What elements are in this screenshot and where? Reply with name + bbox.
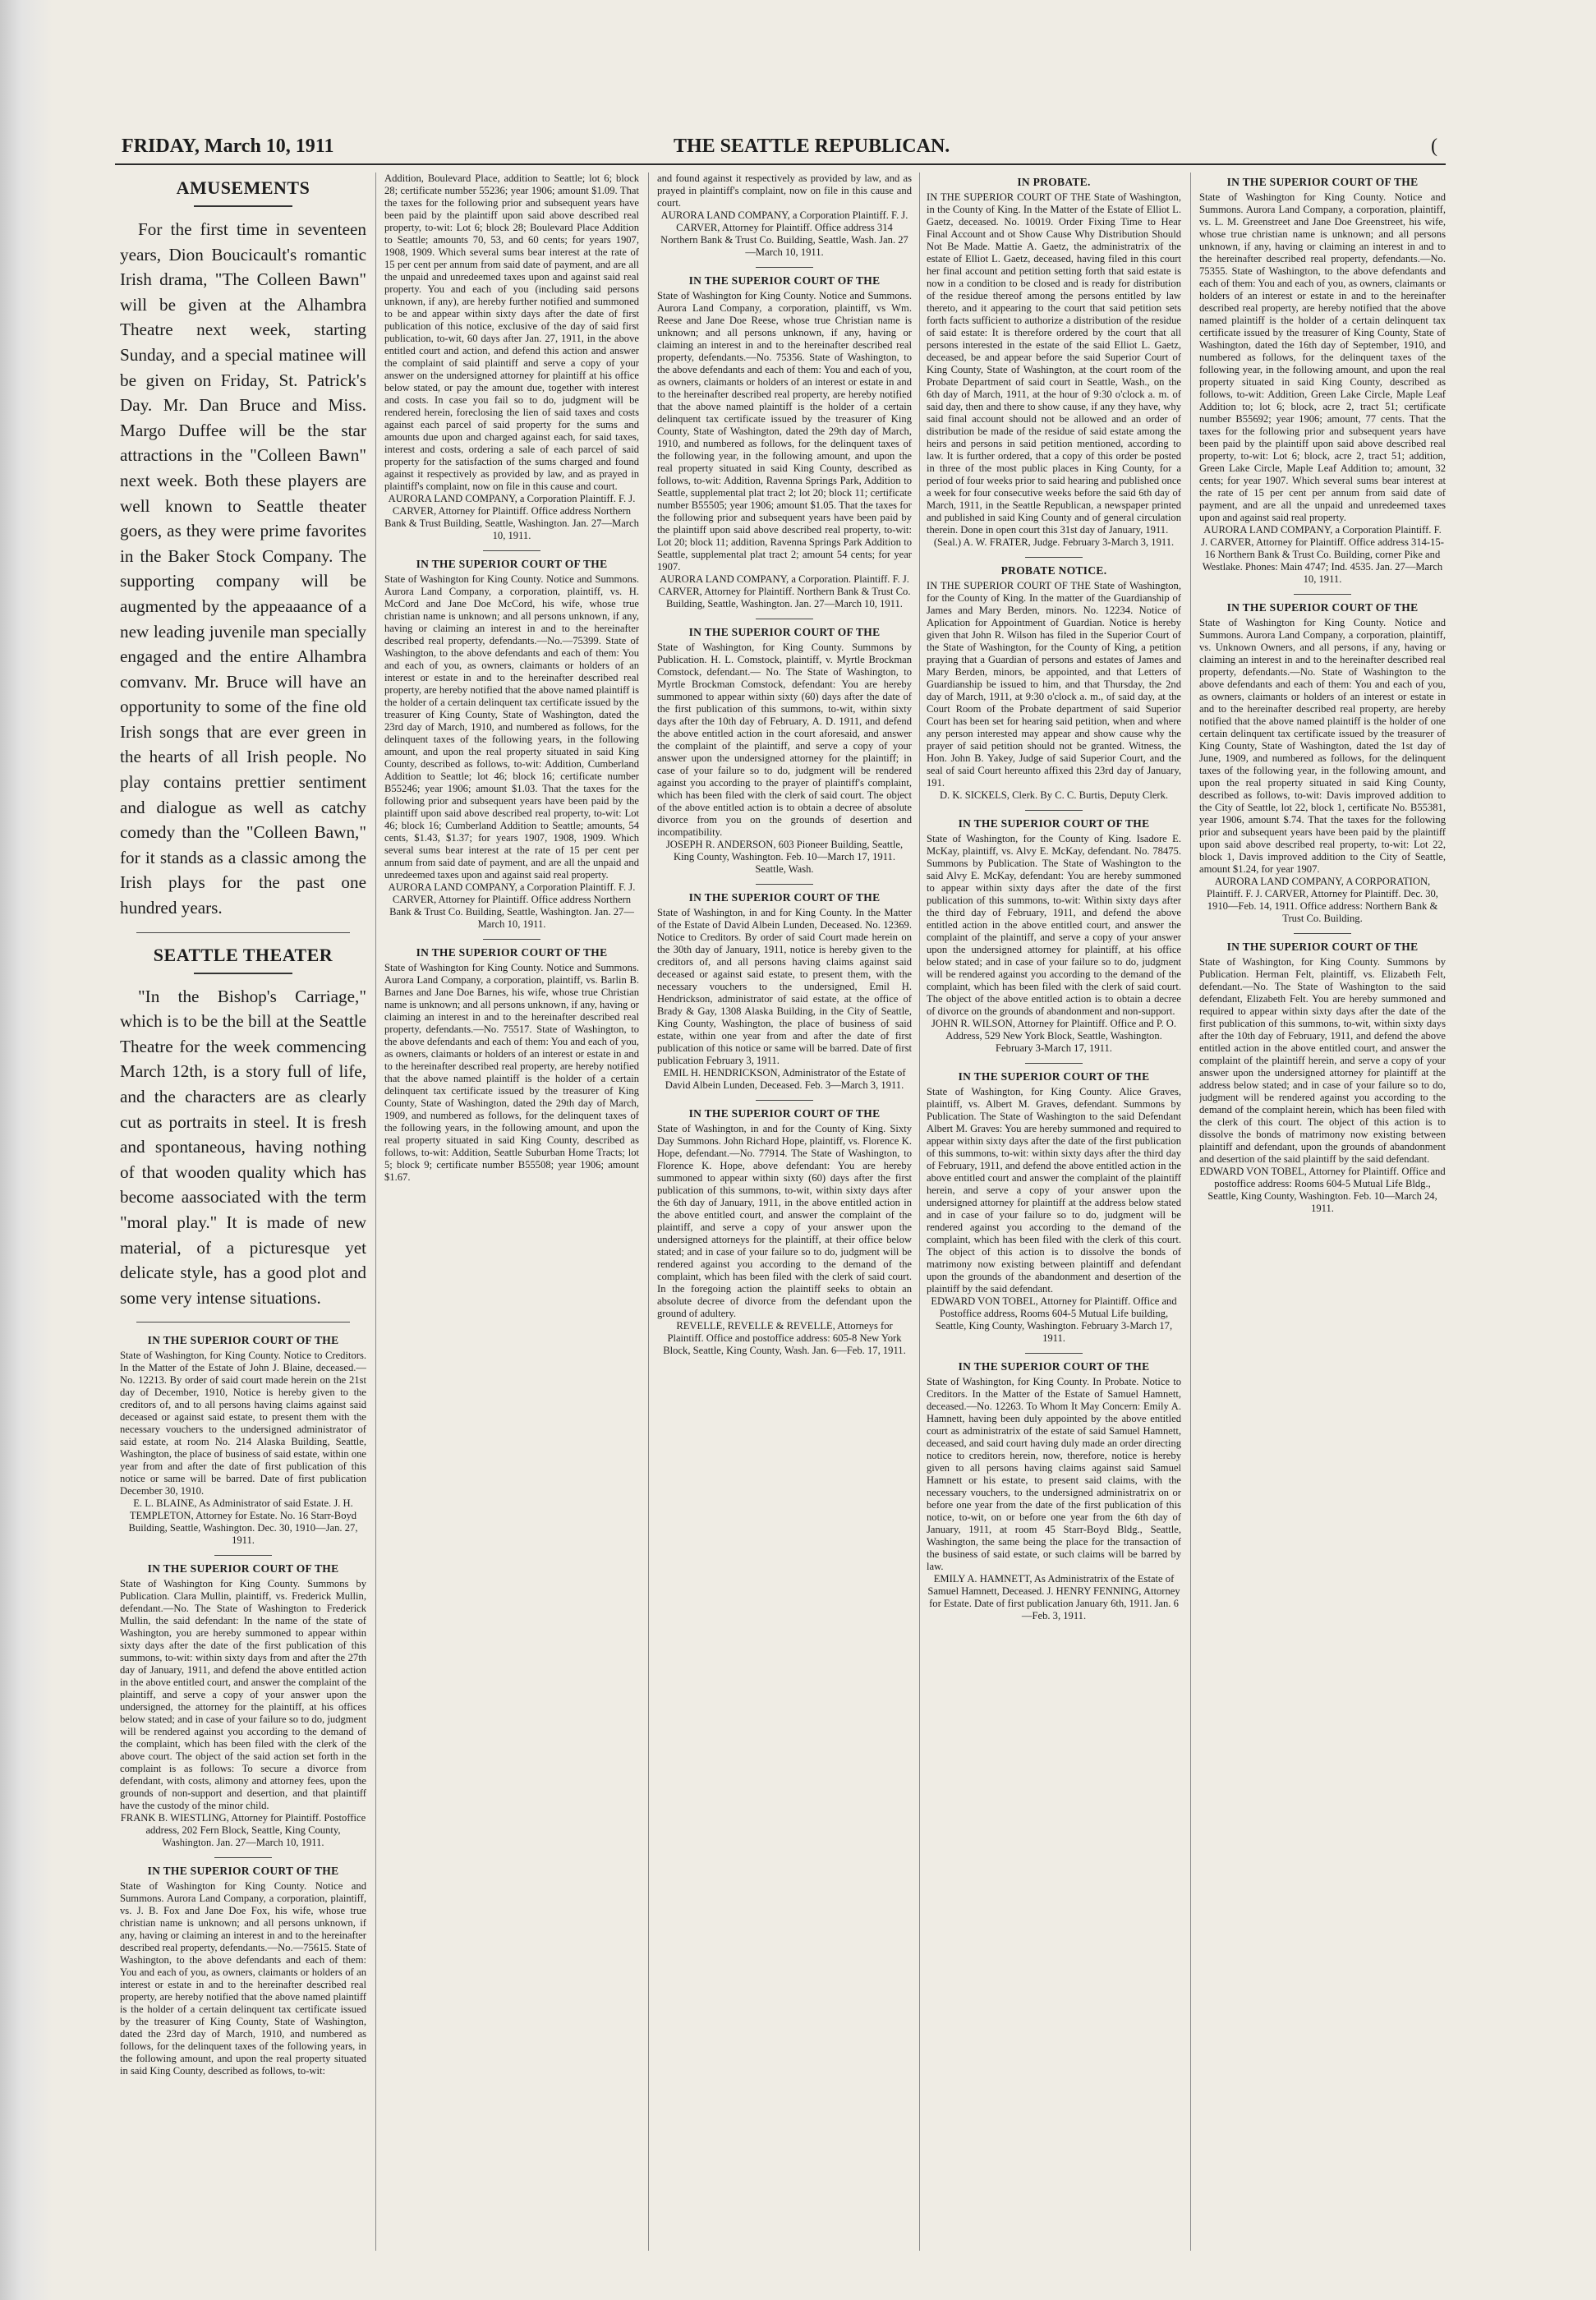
notice-body: [120, 1578, 366, 1849]
notice-body: [120, 1350, 366, 1547]
notice-signature: JOHN R. WILSON, Attorney for Plaintiff. Office and P. O. Address, 529 New York Block, Seattle, Washington. February 3-March 17, 1911.: [931, 1018, 1177, 1054]
notice-signature: AURORA LAND COMPANY, A CORPORATION, Plaintiff. F. J. CARVER, Attorney for Plaintiff. Dec. 30, 1910—Feb. 14, 1911. Office address: Northern Bank & Trust Co. Building.: [1207, 876, 1438, 924]
notice-separator: [1294, 933, 1351, 934]
notice-text: State of Washington for King County. Notice and Summons. Aurora Land Company, a corporation, plaintiff, vs Wm. Reese and Jane Doe Reese, whose true Christian name is unknown; and all persons unknown, if any, having or claiming an interest in and to the hereinafter described real property, defendants.—No. 75356. State of Washington, to the above defendants and each of them: You and each of you, as owners, claimants or holders of an interest or estate in and to the hereinafter described real property, are hereby notified that the above named plaintiff is the holder of a certain delinquent tax certificate issued by the treasurer of King County, State of Washington, dated the 29th day of March, 1910, and numbered as follows, for the delinquent taxes of the following year, in the following amount, and upon the real property situated in said King County, described as follows, to-wit: Addition, Ravenna Springs Park, Addition to Seattle, supplemental plat tract 2; lot 20; block 11; certificate number B55505; year 1906; amount $1.05. That the taxes for the following prior and subsequent years have been paid by the plaintiff upon said above described real property, to-wit: Lot 20; block 11; addition, Ravenna Springs Park Addition to Seattle, supplemental plat tract 2; amount 54 cents; for year 1907.: [657, 290, 912, 573]
heading-rule: [194, 973, 292, 974]
notice-separator: [214, 1555, 272, 1556]
notice-title: IN THE SUPERIOR COURT OF THE: [958, 1360, 1150, 1373]
notice-body: [657, 907, 912, 1092]
notice-text: State of Washington, for King County. Notice to Creditors. In the Matter of the Estate of John J. Blaine, deceased.—No. 12213. By order of said court made herein on the 21st day of December, 1910, Notice is hereby given to the creditors of, and to all persons having claims against said deceased or against said estate, to present them with the necessary vouchers to the undersigned administrator of said estate, at room No. 214 Alaska Building, Seattle, Washington, the place of business of said estate, within one year from and after the date of first publication of this notice or same will be barred. Date of first publication December 30, 1910.: [120, 1350, 366, 1497]
notice-separator: [756, 884, 813, 885]
notice-body: [927, 1086, 1181, 1345]
notice-signature: D. K. SICKELS, Clerk. By C. C. Burtis, Deputy Clerk.: [939, 789, 1169, 801]
notice-signature: (Seal.) A. W. FRATER, Judge. February 3-March 3, 1911.: [933, 536, 1175, 548]
column-rule: [648, 172, 649, 2251]
notice-body: [927, 191, 1181, 549]
notice-body: [657, 172, 912, 259]
column-1: [120, 172, 366, 2259]
notice-body: [657, 290, 912, 610]
column-5: [1199, 172, 1446, 2259]
page-number: (: [1431, 136, 1437, 157]
notice-title: IN THE SUPERIOR COURT OF THE: [147, 1865, 339, 1878]
notice-separator: [756, 1100, 813, 1101]
notice-signature: E. L. BLAINE, As Administrator of said Estate. J. H. TEMPLETON, Attorney for Estate. No. 16 Starr-Boyd Building, Seattle, Washington. Dec. 30, 1910—Jan. 27, 1911.: [128, 1497, 358, 1547]
seattle-theater-article: "In the Bishop's Carriage," which is to be the bill at the Seattle Theatre for the week commencing March 12th, is a story full of life, and the characters are as clearly cut as portraits in steel. It is fresh and spontaneous, having nothing of that wooden quality which has become aassociated with the term "moral play." It is made of new material, of a picturesque yet delicate style, has a good plot and some very intense situations.: [120, 986, 366, 1308]
notice-signature: FRANK B. WIESTLING, Attorney for Plaintiff. Postoffice address, 202 Fern Block, Seattle, King County, Washington. Jan. 27—March 10, 1911.: [120, 1812, 366, 1849]
notice-text: IN THE SUPERIOR COURT OF THE State of Washington, in the County of King. In the Matter of the Estate of Elliot L. Gaetz, deceased. No. 10019. Order Fixing Time to Hear Final Account and ot Show Cause Why Distribution Should Not Be Made. Mattie A. Gaetz, the administratrix of the estate of Elliot L. Gaetz, deceased, having filed in this court her final account and petition setting forth that said estate is now in a condition to be closed and is ready for distribution of the residue thereof among the persons entitled by law thereto, and it appearing to the court that said petition sets forth facts sufficient to authorize a distribution of the residue of said estate: It is therefore ordered by the court that all persons interested in the estate of the said Elliot L. Gaetz, deceased, be and appear before the said Superior Court of King County, State of Washington, at the court room of the Probate Department of said court in Seattle, Wash., on the 6th day of March, 1911, at the hour of 9:30 o'clock a. m. of said day, then and there to show cause, if any they have, why said final account should not be allowed and an order of distribution be made of the residue of said estate among the heirs and persons in said petition mentioned, according to law. It is further ordered, that a copy of this order be posted in three of the most public places in King County, for a period of four weeks prior to said hearing and published once a week for four consecutive weeks before the said 6th day of March, 1911, in the Seattle Republican, a newspaper printed and published in said King County and of general circulation therein. Done in open court this 31st day of January, 1911.: [927, 191, 1181, 536]
legal-notices: [120, 1334, 366, 2077]
masthead: [115, 136, 1446, 165]
notice-title: IN THE SUPERIOR COURT OF THE: [147, 1562, 339, 1576]
notice-body: [927, 833, 1181, 1055]
notice-title: IN THE SUPERIOR COURT OF THE: [416, 558, 608, 570]
notice-body: [384, 573, 639, 931]
notice-text: State of Washington for King County. Notice and Summons. Aurora Land Company, a corporation, plaintiff, vs. H. McCord and Jane Doe McCord, his wife, whose true christian name is unknown; and all persons unknown, if any, having or claiming an interest in and to the hereinafter described real property, defendants.—No.—75399. State of Washington, to the above defendants and each of them: You and each of you, as owners, claimants or holders of an interest or estate in and to the hereinafter described real property, are hereby notified that the above named plaintiff is the holder of a certain delinquent tax certificate issued by the treasurer of King County, State of Washington, dated the 23rd day of March, 1910, and numbered as follows, for the delinquent taxes of the following years, in the following amount, and upon the real property situated in said King County, described as follows, to-wit: Addition, Cumberland Addition to Seattle; lot 46; block 16; certificate number B55246; year 1906; amount $1.03. That the taxes for the following prior and subsequent years have been paid by the plaintiff upon said above described real property, to-wit: Lot 46; block 16; Cumberland Addition to Seattle; amounts, 54 cents, $1.43, $1.37; for years 1907, 1908, 1909. Which several sums bear interest at the rate of 15 per cent per annum from said date of payment, and are all the unpaid and unredeemed taxes upon and against said real property.: [384, 573, 639, 881]
notice-signature: EDWARD VON TOBEL, Attorney for Plaintiff. Office and postoffice address: Rooms 604-5 Mutual Life Bldg., Seattle, King County, Washington. Feb. 10—March 24, 1911.: [1199, 1166, 1446, 1214]
notice-signature: JOSEPH R. ANDERSON, 603 Pioneer Building, Seattle, King County, Washington. Feb. 10—March 17, 1911. Seattle, Wash.: [665, 839, 904, 875]
notice-signature: EDWARD VON TOBEL, Attorney for Plaintiff. Office and Postoffice address, Rooms 604-5 Mutual Life building, Seattle, King County, Washington. February 3-March 17, 1911.: [931, 1295, 1177, 1344]
column-rule: [375, 172, 376, 2251]
notice-body: [384, 962, 639, 1184]
notice-signature: AURORA LAND COMPANY, a Corporation Plaintiff. F. J. CARVER, Attorney for Plaintiff. Office address 314 Northern Bank & Trust Co. Building, Seattle, Wash. Jan. 27—March 10, 1911.: [660, 209, 908, 258]
notice-signature: AURORA LAND COMPANY, a Corporation Plaintiff. F. J. CARVER, Attorney for Plaintiff. Office address Northern Bank & Trust Co. Building, Seattle, Washington. Jan. 27—March 10, 1911.: [388, 881, 636, 930]
notice-body: [120, 1880, 366, 2077]
legal-notices: [384, 172, 639, 1184]
notice-text: State of Washington for King County. Summons by Publication. Clara Mullin, plaintiff, vs. Frederick Mullin, defendant.—No. The State of Washington to Frederick Mullin, the said defendant: In the name of the state of Washington, you are hereby summoned to appear within sixty days after the date of the first publication of this summons, to-wit: within sixty days from and after the 27th day of January, 1911, and defend the above entitled action in the above entitled court, and answer the complaint of the plaintiff, and serve a copy of your answer upon the undersigned, the attorney for the plaintiff, at his offices below stated; and in case of your failure so to do, judgment will be rendered against you according to the demand of the complaint, which has been filed with the clerk of the above court. The object of the said action set forth in the complaint is as follows: To secure a divorce from defendant, with costs, alimony and attorney fees, upon the grounds of non-support and desertion, and that plaintiff have the custody of the minor child.: [120, 1578, 366, 1812]
notice-signature: AURORA LAND COMPANY, a Corporation Plaintiff. F. J. CARVER, Attorney for Plaintiff. Office address Northern Bank & Trust Building, Seattle, Washington. Jan. 27—March 10, 1911.: [384, 493, 639, 541]
notice-title: IN THE SUPERIOR COURT OF THE: [688, 274, 881, 287]
notice-text: State of Washington, for King County. Alice Graves, plaintiff, vs. Albert M. Graves, defendant. Summons by Publication. The State of Washington to the said Defendant Albert M. Graves: You are hereby summoned and required to appear within sixty days after the date of the first publication of this summons, to-wit: within sixty days after the third day of February, 1911, and defend the above entitled action in the above entitled court and answer the complaint of the plaintiff herein, and serve a copy of your answer upon the undersigned attorney for plaintiff at the address below stated and in case of your failure so to do, judgment will be rendered against you according to the demand of the complaint, which has been filed with the clerk of this court. The object of this action is to dissolve the bonds of matrimony now existing between plaintiff and defendant upon the grounds of the abandonment and desertion of the plaintiff by the said defendant.: [927, 1086, 1181, 1295]
notice-signature: EMIL H. HENDRICKSON, Administrator of the Estate of David Albein Lunden, Deceased. Feb. 3—March 3, 1911.: [663, 1067, 906, 1091]
notice-signature: REVELLE, REVELLE & REVELLE, Attorneys for Plaintiff. Office and postoffice address: 605-8 New York Block, Seattle, King County, Wash. Jan. 6—Feb. 17, 1911.: [663, 1320, 906, 1356]
notice-title: IN THE SUPERIOR COURT OF THE: [1226, 941, 1419, 953]
notice-body: [1199, 191, 1446, 586]
notice-title: IN THE SUPERIOR COURT OF THE: [688, 891, 881, 904]
notice-text: Addition, Boulevard Place, addition to Seattle; lot 6; block 28; certificate number 55236; year 1906; amount $1.09. That the taxes for the following prior and subsequent years have been paid by the plaintiff upon said above described real property, to-wit: Lot 6; block 28; Boulevard Place Addition to Seattle; amounts 70, 53, and 60 cents; for years 1907, 1908, 1909. Which several sums bear interest at the rate of 15 per cent per annum from said date of payment, and are all the unpaid and unredeemed taxes upon and against said real property. You and each of you (including said persons unknown, if any), are hereby further notified and summoned to be and appear within sixty days after the date of first publication of this notice, exclusive of the day of said first publication, to-wit, 60 days after Jan. 27, 1911, in the above entitled court and action, and defend this action and answer the complaint of said plaintiff and serve a copy of your answer on the undersigned attorney for plaintiff at his office below stated, or pay the amount due, together with interest and costs. In case you fail so to do, judgment will be rendered herein, foreclosing the lien of said taxes and costs against each parcel of said property for the sums and amounts due upon and charged against each, for said taxes, interest and costs, ordering a sale of each parcel of said property for the satisfaction of the sums charged and found against it respectively as provided by law, and as prayed in plaintiff's complaint, now on file in this cause and court.: [384, 172, 639, 492]
notice-title: IN PROBATE.: [1017, 176, 1091, 188]
notice-text: State of Washington, for King County. Summons by Publication. Herman Felt, plaintiff, vs. Elizabeth Felt, defendant.—No. The State of Washington to the said defendant, Elizabeth Felt. You are hereby summoned and required to appear within sixty days after the date of the first publication of this summons, to-wit, within sixty days after the 10th day of February, 1911, and defend the above entitled action in the above entitled court, and answer the complaint of the plaintiff herein, and serve a copy of your answer upon the undersigned attorney for plaintiff at the address below stated; and in case of your failure so to do, judgment will be rendered against you according to the demand of the complaint herein, which has been filed with the clerk of this court. The object of this action is to dissolve the bonds of matrimony now existing between plaintiff and defendant, upon the grounds of abandonment and desertion of the said plaintiff by the said defendant.: [1199, 956, 1446, 1165]
amusements-heading: AMUSEMENTS: [176, 177, 310, 198]
notice-separator: [1025, 557, 1083, 558]
column-2: [384, 172, 639, 2259]
legal-notices: [657, 172, 912, 1357]
notice-body: [927, 1376, 1181, 1622]
notice-separator: [1294, 594, 1351, 595]
column-rule: [1190, 172, 1191, 2251]
notice-title: PROBATE NOTICE.: [1000, 564, 1107, 577]
seattle-theater-heading: SEATTLE THEATER: [153, 944, 333, 965]
page-binding-edge: [0, 0, 53, 2300]
notice-text: State of Washington, for King County. In Probate. Notice to Creditors. In the Matter of the Estate of Samuel Hamnett, deceased.—No. 12263. To Whom It May Concern: Emily A. Hamnett, having been duly appointed by the above entitled court as administratrix of the estate of said Samuel Hamnett, deceased, and said court having duly made an order directing notice to creditors herein, now, therefore, notice is hereby given to all persons having claims against said Samuel Hamnett or his estate, to present said claims, with the necessary vouchers, to the undersigned administratrix on or before one year from the date of the first publication of this notice, to-wit, on or before one year from the 6th day of January, 1911, at room 45 Starr-Boyd Bldg., Seattle, Washington, the same being the place for the transaction of the business of said estate, or such claims will be barred by law.: [927, 1376, 1181, 1572]
notice-title: IN THE SUPERIOR COURT OF THE: [147, 1334, 339, 1347]
notice-text: IN THE SUPERIOR COURT OF THE State of Washington, for the County of King. In the matter of the Guardianship of James and Mary Berden, minors. No. 12234. Notice of Aplication for Appointment of Guardian. Notice is hereby given that John R. Wilson has filed in the Superior Court of the State of Washington, for the County of King, a petition praying that a Guardian of persons and estates of James and Mary Berden, minors, be appointed, and that Letters of Guardianship be issued to him, and that Thursday, the 2nd day of March, 1911, at 9:30 o'clock a. m., of said day, at the Court Room of the Probate department of said Superior Court has been set for hearing said petition, when and where any person interested may appear and show cause why the prayer of said petition should not be granted. Witness, the Hon. John B. Yakey, Judge of said Superior Court, and the seal of said Court hereunto affixed this 23rd day of January, 191.: [927, 580, 1181, 789]
notice-text: State of Washington, for the County of King. Isadore E. McKay, plaintiff, vs. Alvy E. McKay, defendant. No. 78475. Summons by Publication. The State of Washington to the said Alvy E. McKay, defendant: You are hereby summoned to appear within sixty days after the date of the first publication of this summons, to-wit: Within sixty days after the third day of February, 1911, and defend the above entitled action in the above entitled court, and answer the complaint of the plaintiff, and serve a copy of your answer upon the undersigned attorney for plaintiff, at his office below stated; and in case of your failure so to do, judgment will be rendered against you according to the demand of the complaint, which has been filed with the clerk of said court. The object of the above entitled action is to obtain a decree of divorce on the grounds of abandonment and non-support.: [927, 833, 1181, 1017]
notice-separator: [483, 550, 540, 551]
notice-text: State of Washington, in and for King County. In the Matter of the Estate of David Albein Lunden, Deceased. No. 12369. Notice to Creditors. By order of said Court made herein on the 30th day of January, 1911, notice is hereby given to the creditors of, and all persons having claims against said deceased or against said estate, to present them, with the necessary vouchers to the undersigned, Emil H. Hendrickson, administrator of said estate, at the office of Brady & Gay, 1308 Alaska Building, in the City of Seattle, King County, Washington, the place of business of said estate, within one year from and after the date of first publication of this notice or same will be barred. Date of first publication February 3, 1911.: [657, 907, 912, 1066]
notice-text: State of Washington, for King County. Summons by Publication. H. L. Comstock, plaintiff, v. Myrtle Brockman Comstock, defendant.— No. The State of Washington, to Myrtle Brockman Comstock, defendant: You are hereby summoned to appear within sixty (60) days after the date of the first publication of this summons, to-wit, within sixty days after the 10th day of February, A. D. 1911, and defend the above entitled action in the court aforesaid, and answer the complaint of the plaintiff, and serve a copy of your answer upon the undersigned attorney for the plaintiff; in case of your failure so to do, judgment will be rendered against you according to the prayer of plaintiff's complaint, which has been filed with the clerk of said court. The object of the above entitled action is to obtain a decree of absolute divorce from you on the grounds of desertion and incompatibility.: [657, 642, 912, 838]
notice-body: [1199, 617, 1446, 925]
notice-title: IN THE SUPERIOR COURT OF THE: [416, 946, 608, 959]
legal-notices: [927, 176, 1181, 1622]
notice-body: [1199, 956, 1446, 1215]
notice-title: IN THE SUPERIOR COURT OF THE: [958, 817, 1150, 830]
notice-body: [927, 580, 1181, 802]
notice-text: State of Washington for King County. Notice and Summons. Aurora Land Company, a corporation, plaintiff, vs. L. M. Greenstreet and Jane Doe Greenstreet, his wife, whose true christian name is unknown; and all persons unknown, if any, having or claiming an interest in and to the hereinafter described real property, defendants.—No. 75355. State of Washington, to the above defendants and each of them: You and each of you, as owners, claimants or holders of an interest or estate in and to the hereinafter described real property, are hereby notified that the above named plaintiff is the holder of a certain delinquent tax certificate issued by the treasurer of King County, State of Washington, dated the 16th day of September, 1910, and numbered as follows, for the delinquent taxes of the following year, in the following amount, and upon the real property situated in said King County, described as follows, to-wit: Addition, Green Lake Circle, Maple Leaf Addition to; lot 6; block, acre 2, tract 51; certificate number B55692; year 1906; amount, 77 cents. That the taxes for the following prior and subsequent years have been paid by the plaintiff upon said above described real property, to-wit: Lot 6; block, acre 2, tract 51; addition, Green Lake Circle, Maple Leaf Addition to; amount, 32 cents; for year 1907. Which several sums bear interest at the rate of 15 per cent per annum from said date of payment, and are all the unpaid and unredeemed taxes upon and against said real property.: [1199, 191, 1446, 523]
notice-signature: EMILY A. HAMNETT, As Administratrix of the Estate of Samuel Hamnett, Deceased. J. HENRY FENNING, Attorney for Estate. Date of first publication January 6th, 1911. Jan. 6—Feb. 3, 1911.: [927, 1573, 1180, 1622]
notice-body: [384, 172, 639, 542]
notice-text: State of Washington for King County. Notice and Summons. Aurora Land Company, a corporation, plaintiff, vs. Unknown Owners, and all persons, if any, having or claiming an interest in and to the hereinafter described real property, defendants.—No. State of Washington to the above defendants and each of them: You and each of you, as owners, claimants or holders of an interest or estate in and to the hereinafter described real property, are hereby notified that the above named plaintiff is the holder of one certain delinquent tax certificate issued by the treasurer of King County, State of Washington, dated the 1st day of June, 1909, and numbered as follows, for the delinquent taxes of the following year, in the following amount, and upon the real property situated in said King County, described as follows, to-wit: Davis improved addition to the City of Seattle, lot 22, block 1, certificate No. B55381, year 1906, amount $.74. That the taxes for the following prior and subsequent years have been paid by the plaintiff upon said above described real property, to-wit: Lot 22, block 1, Davis improved addition to the City of Seattle, amount $1.24, for year 1907.: [1199, 617, 1446, 875]
newspaper-title: THE SEATTLE REPUBLICAN.: [674, 136, 950, 157]
notice-title: IN THE SUPERIOR COURT OF THE: [688, 1107, 881, 1120]
column-4: [927, 172, 1181, 2259]
notice-separator: [214, 1857, 272, 1858]
notice-text: State of Washington for King County. Notice and Summons. Aurora Land Company, a corporation, plaintiff, vs. J. B. Fox and Jane Doe Fox, his wife, whose true christian name is unknown; and all persons unknown, if any, having or claiming an interest in and to the hereinafter described real property, defendants.—No.—75615. State of Washington, to the above defendants and each of them: You and each of you, as owners, claimants or holders of an interest or estate in and to the hereinafter described real property, are hereby notified that the above named plaintiff is the holder of a certain delinquent tax certificate issued by the treasurer of King County, State of Washington, dated the 23rd day of March, 1910, and numbered as follows, for the delinquent taxes of the following years, in the following amount, and upon the real property situated in said King County, described as follows, to-wit:: [120, 1880, 366, 2077]
notice-title: IN THE SUPERIOR COURT OF THE: [1226, 601, 1419, 614]
article-separator: [136, 932, 350, 933]
notice-text: and found against it respectively as provided by law, and as prayed in plaintiff's complaint, now on file in this cause and court.: [657, 172, 912, 209]
notice-separator: [1025, 1353, 1083, 1354]
notice-title: IN THE SUPERIOR COURT OF THE: [958, 1070, 1150, 1083]
column-3: [657, 172, 912, 2259]
notice-separator: [1025, 1063, 1083, 1064]
notice-separator: [756, 267, 813, 268]
notice-body: [657, 1123, 912, 1357]
notice-title: IN THE SUPERIOR COURT OF THE: [688, 626, 881, 638]
notice-body: [657, 642, 912, 876]
notice-text: State of Washington for King County. Notice and Summons. Aurora Land Company, a corporation, plaintiff, vs. Barlin B. Barnes and Jane Doe Barnes, his wife, whose true Christian name is unknown; and all persons unknown, if any, having or claiming an interest in and to the hereinafter described real property, defendants.—No. 75517. State of Washington, to the above defendants and each of them: You and each of you, as owners, claimants or holders of an interest or estate in and to the hereinafter described real property, are hereby notified that the above named plaintiff is the holder of a certain delinquent tax certificate issued by the treasurer of King County, State of Washington, dated the 29th day of March, 1909, and numbered as follows, for the delinquent taxes of the following years, in the following amount, and upon the real property situated in said King County, described as follows, to-wit: Addition, Seattle Suburban Home Tracts; lot 5; block 9; certificate number B55508; year 1906; amount $1.67.: [384, 962, 639, 1183]
legal-notices: [1199, 176, 1446, 1215]
notice-text: State of Washington, in and for the County of King. Sixty Day Summons. John Richard Hope, plaintiff, vs. Florence K. Hope, defendant.—No. 77914. The State of Washington, to Florence K. Hope, above defendant: You are hereby summoned to appear within sixty (60) days after the first publication of this summons, to-wit, within sixty days after the 6th day of January, 1911, in the above entitled action in the above entitled court, and answer the complaint of the plaintiff, and serve a copy of your answer upon the undersigned attorneys for the plaintiff, at their office below stated; and in case of your failure so to do, judgment will be rendered against you according to the demand of the complaint, which has been filed with the clerk of said court. In the foregoing action the plaintiff seeks to obtain an absolute decree of divorce from the defendant upon the ground of adultery.: [657, 1123, 912, 1319]
issue-date: FRIDAY, March 10, 1911: [122, 136, 334, 157]
notice-title: IN THE SUPERIOR COURT OF THE: [1226, 176, 1419, 188]
heading-rule: [194, 205, 292, 207]
amusements-article: For the first time in seventeen years, Dion Boucicault's romantic Irish drama, "The Colleen Bawn" will be given at the Alhambra Theatre next week, starting Sunday, and a special matinee will be given on Friday, St. Patrick's Day. Mr. Dan Bruce and Miss. Margo Duffee will be the star attractions in the "Colleen Bawn" next week. Both these players are well known to Seattle theater goers, as they were prime favorites in the Baker Stock Company. The supporting company will be augmented by the appeaaance of a new leading juvenile man specially engaged and the entire Alhambra comvanv. Mr. Bruce will have an opportunity to some of the fine old Irish songs that are ever green in the hearts of all Irish people. No play contains prettier sentiment and dialogue as well as catchy comedy than the "Colleen Bawn," for it stands as a classic among the Irish plays for the past one hundred years.: [120, 219, 366, 918]
notice-separator: [1025, 810, 1083, 811]
notice-signature: AURORA LAND COMPANY, a Corporation. Plaintiff. F. J. CARVER, Attorney for Plaintiff. Northern Bank & Trust Co. Building, Seattle, Washington. Jan. 27—March 10, 1911.: [658, 573, 911, 610]
notice-separator: [483, 939, 540, 940]
column-rule: [919, 172, 920, 2251]
notice-signature: AURORA LAND COMPANY, a Corporation Plaintiff. F. J. CARVER, Attorney for Plaintiff. Office address 314-15-16 Northern Bank & Trust Co. Building, corner Pike and Westlake. Phones: Main 4747; Ind. 4535. Jan. 27—March 10, 1911.: [1201, 524, 1444, 585]
